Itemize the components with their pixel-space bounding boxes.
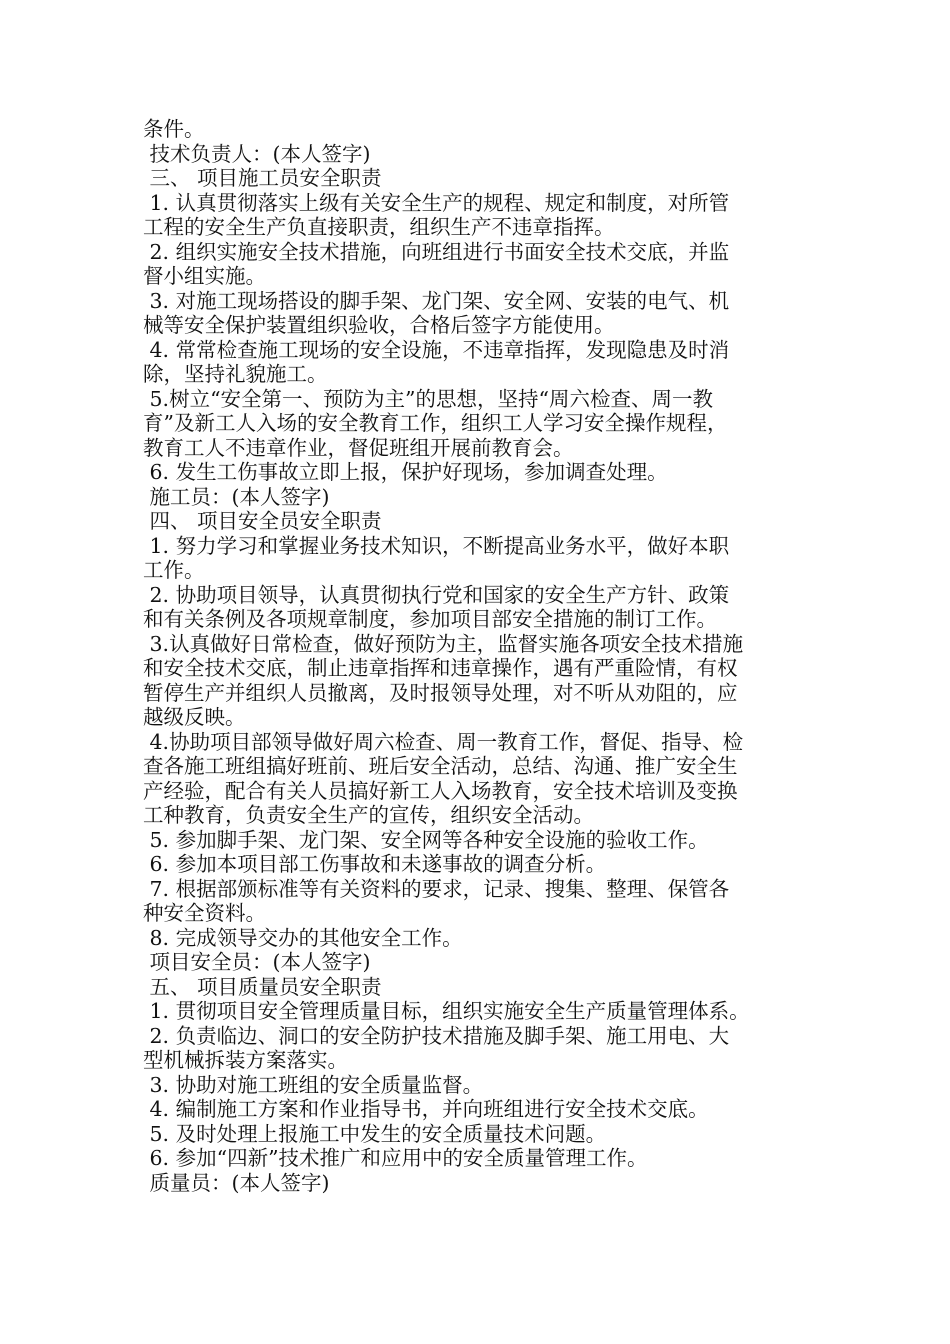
text-line: 2. 负责临边、洞口的安全防护技术措施及脚手架、施工用电、大 xyxy=(143,1023,730,1048)
text-line: 产经验，配合有关人员搞好新工人入场教育，安全技术培训及变换 xyxy=(143,778,738,803)
text-line: 教育工人不违章作业，督促班组开展前教育会。 xyxy=(143,435,574,460)
text-line: 5. 及时处理上报施工中发生的安全质量技术问题。 xyxy=(143,1121,607,1146)
text-line: 工程的安全生产负直接职责，组织生产不违章指挥。 xyxy=(143,215,615,239)
text-line: 6. 发生工伤事故立即上报，保护好现场，参加调查处理。 xyxy=(143,460,668,484)
text-line: 4. 常常检查施工现场的安全设施，不违章指挥，发现隐患及时消 xyxy=(143,337,730,362)
text-line: 械等安全保护装置组织验收，合格后签字方能使用。 xyxy=(143,313,615,337)
text-line: 5. 参加脚手架、龙门架、安全网等各种安全设施的验收工作。 xyxy=(143,827,709,852)
section-heading-construction-officer: 三、 项目施工员安全职责 xyxy=(143,166,382,190)
text-line: 4.协助项目部领导做好周六检查、周一教育工作，督促、指导、检 xyxy=(143,729,744,754)
text-line: 督小组实施。 xyxy=(143,264,266,288)
text-line: 3. 协助对施工班组的安全质量监督。 xyxy=(143,1072,484,1097)
text-line: 1. 努力学习和掌握业务技术知识，不断提高业务水平，做好本职 xyxy=(143,533,730,558)
text-line: 6. 参加“四新”技术推广和应用中的安全质量管理工作。 xyxy=(143,1146,648,1170)
signature-line-quality-officer: 质量员：(本人签字) xyxy=(143,1170,330,1195)
text-line: 和有关条例及各项规章制度，参加项目部安全措施的制订工作。 xyxy=(143,607,717,631)
text-line: 7. 根据部颁标准等有关资料的要求，记录、搜集、整理、保管各 xyxy=(143,876,730,901)
text-line: 2. 协助项目领导，认真贯彻执行党和国家的安全生产方针、政策 xyxy=(143,582,730,607)
document-page xyxy=(143,117,813,1195)
text-line: 3. 对施工现场搭设的脚手架、龙门架、安全网、安装的电气、机 xyxy=(143,288,730,313)
text-line: 种安全资料。 xyxy=(143,901,266,925)
signature-line-safety-officer: 项目安全员：(本人签字) xyxy=(143,950,371,974)
text-line: 2. 组织实施安全技术措施，向班组进行书面安全技术交底，并监 xyxy=(143,239,730,264)
text-line: 工种教育，负责安全生产的宣传，组织安全活动。 xyxy=(143,803,594,827)
text-line: 4. 编制施工方案和作业指导书，并向班组进行安全技术交底。 xyxy=(143,1097,709,1121)
signature-line-construction-officer: 施工员：(本人签字) xyxy=(143,484,330,509)
text-line: 查各施工班组搞好班前、班后安全活动，总结、沟通、推广安全生 xyxy=(143,754,738,778)
text-line: 暂停生产并组织人员撤离，及时报领导处理，对不听从劝阻的，应 xyxy=(143,680,738,705)
text-line: 1. 认真贯彻落实上级有关安全生产的规程、规定和制度，对所管 xyxy=(143,190,730,215)
text-line: 和安全技术交底，制止违章指挥和违章操作，遇有严重险情，有权 xyxy=(143,656,738,680)
text-line: 条件。 xyxy=(143,117,205,141)
text-line: 除，坚持礼貌施工。 xyxy=(143,362,328,386)
text-line: 育”及新工人入场的安全教育工作，组织工人学习安全操作规程， xyxy=(143,411,728,435)
text-line: 8. 完成领导交办的其他安全工作。 xyxy=(143,925,463,950)
text-line: 1. 贯彻项目安全管理质量目标，组织实施安全生产质量管理体系。 xyxy=(143,999,750,1023)
section-heading-quality-officer: 五、 项目质量员安全职责 xyxy=(143,974,382,999)
section-heading-safety-officer: 四、 项目安全员安全职责 xyxy=(143,509,382,533)
text-line: 工作。 xyxy=(143,558,205,582)
text-line: 越级反映。 xyxy=(143,705,246,729)
text-line: 3.认真做好日常检查，做好预防为主，监督实施各项安全技术措施 xyxy=(143,631,744,656)
text-line: 型机械拆装方案落实。 xyxy=(143,1048,348,1072)
signature-line-technical-lead: 技术负责人：(本人签字) xyxy=(143,141,371,166)
text-line: 5.树立“安全第一、预防为主”的思想，坚持“周六检查、周一教 xyxy=(143,386,714,411)
text-line: 6. 参加本项目部工伤事故和未遂事故的调查分析。 xyxy=(143,852,607,876)
